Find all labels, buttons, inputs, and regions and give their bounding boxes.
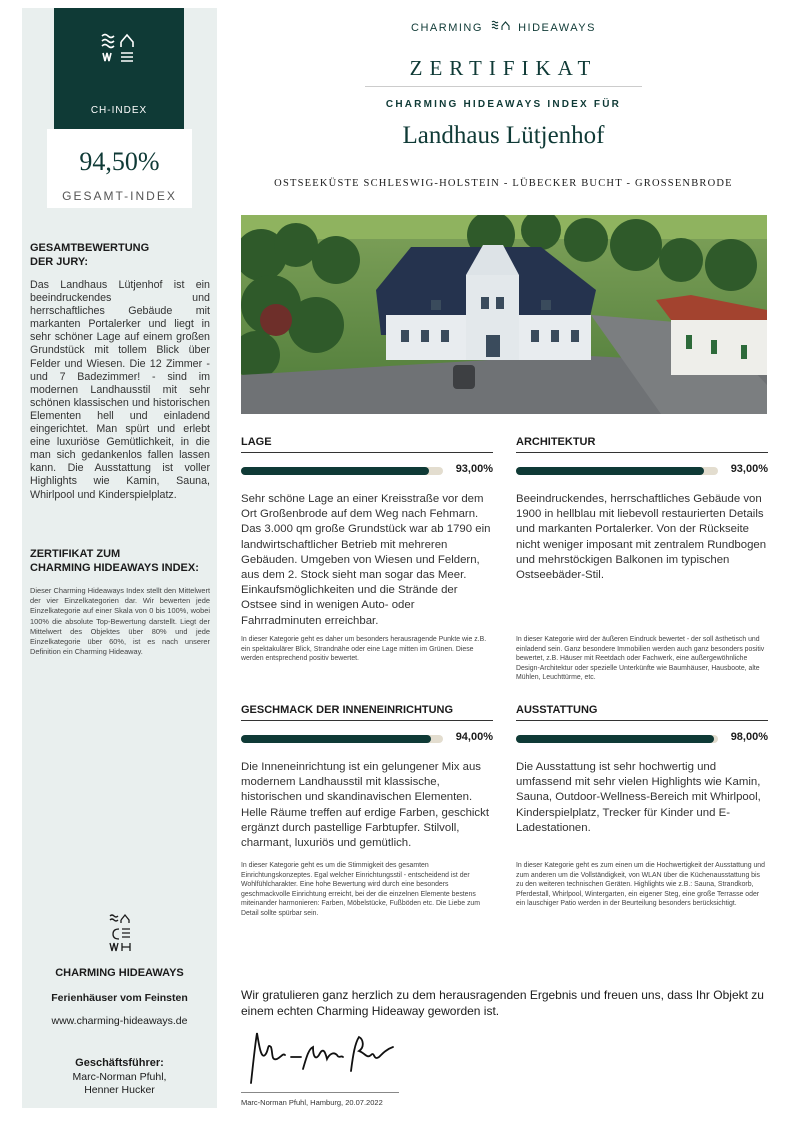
category-text: Die Inneneinrichtung ist ein gelungener Mix aus modernem Landhausstil mit klassische, historischen und skandinavischen Elementen. Helle Räume treffen auf erdige Farben, geschickt ergänzt durch pastellige Farbtupfer. Stilvoll, charmant, luxuriös und gemütlich. (241, 761, 489, 850)
brand-left: CHARMING (411, 22, 483, 34)
index-heading-line-2: CHARMING HIDEAWAYS INDEX: (30, 562, 199, 574)
category-text: Beeindruckendes, herrschaftliches Gebäude von 1900 in hellblau mit liebevoll restaurierten Details und markanten Portalerker. Von der Rückseite nicht weniger imposant mit zentralem Rundbogen und mehrstöckigen Balkonen im typischen Ostseebäder-Stil. (516, 493, 767, 582)
jury-heading (30, 241, 149, 269)
brand-right: HIDEAWAYS (518, 22, 596, 34)
category-score-row (241, 459, 493, 483)
property-photo (241, 215, 767, 414)
category-score: 98,00% (730, 731, 768, 743)
total-score: 94,50% (79, 147, 160, 176)
score-bar-track (241, 467, 443, 475)
index-heading (30, 547, 199, 575)
ch-index-label: CH-INDEX (90, 105, 148, 116)
category-score: 93,00% (730, 463, 768, 475)
category-score: 94,00% (455, 731, 493, 743)
ch-index-logo-box (54, 8, 184, 129)
title-divider (365, 86, 642, 87)
total-score-label: GESAMT-INDEX (62, 189, 177, 203)
category-interior (241, 704, 493, 851)
score-bar-fill (516, 735, 714, 743)
category-note: In dieser Kategorie geht es um die Stimmigkeit des gesamten Einrichtungskonzeptes. Egal welcher Einrichtungsstil - entscheidend ist der Wohlfühlcharakter. Eine hohe Bewertung wird durch eine besonders geschmackvolle Einrichtung erreicht, bei der die einzelnen Elemente bestens miteinander harmonieren: Farben, Möbelstücke, Fußböden etc. Die Liebe zum Detail sollte spürbar sein. (241, 862, 480, 917)
certificate-subtitle: CHARMING HIDEAWAYS INDEX FÜR (385, 99, 622, 110)
certificate-title: ZERTIFIKAT (409, 56, 598, 80)
category-title: GESCHMACK DER INNENEINRICHTUNG (241, 704, 493, 721)
footer-brand: CHARMING HIDEAWAYS (55, 967, 184, 979)
score-bar-track (516, 467, 718, 475)
category-location (241, 436, 493, 629)
footer-logo-icon (22, 912, 217, 959)
index-explanation: Dieser Charming Hideaways Index stellt den Mittelwert der vier Einzelkategorien dar. Wir bewerten jede Einzelkategorie auf einer Skala von 0 bis 100%, wobei 100% die absolute Top-Bewertung darstellt. Liegt der Mittelwert des Objektes über 80% und jede Einzelkategorie über 60%, ist es nach unserer Definition ein Charming Hideaway. (30, 586, 210, 657)
jury-heading-line-1: GESAMTBEWERTUNG (30, 242, 150, 254)
footer-url[interactable]: www.charming-hideaways.de (51, 1015, 188, 1027)
footer-tagline: Ferienhäuser vom Feinsten (51, 992, 188, 1004)
category-architecture (516, 436, 768, 583)
category-note: In dieser Kategorie geht es zum einen um die Hochwertigkeit der Ausstattung und zum anderen um die Vollständigkeit, von WLAN über die Küchenausstattung bis zu den weiteren technischen Geräten. Highlights wie z.B.: Sauna, Strandkorb, Pferdestall, Whirlpool, Wintergarten, ein eigener Steg, eine große Terrasse oder ein lauschiger Patio werden in der Beurteilung besonders berücksichtigt. (516, 862, 765, 908)
ceo-name-1: Marc-Norman Pfuhl, (72, 1071, 167, 1083)
score-box (47, 129, 192, 208)
score-bar-fill (241, 735, 431, 743)
category-note: In dieser Kategorie geht es daher um besonders herausragende Punkte wie z.B. ein spektakulärer Blick, Strandnähe oder eine Lage mitten im Grünen. Diese werden entsprechend positiv bewertet. (241, 636, 487, 663)
ch-logo-icon (54, 30, 184, 71)
score-bar-track (516, 735, 718, 743)
category-text: Die Ausstattung ist sehr hochwertig und umfassend mit sehr vielen Highlights wie Kamin, Sauna, Outdoor-Wellness-Bereich mit Whirlpool, Kinderspielplatz, Trecker für Kinder und E-Ladestationen. (516, 761, 761, 834)
index-heading-line-1: ZERTIFIKAT ZUM (30, 548, 121, 560)
score-bar-track (241, 735, 443, 743)
jury-heading-line-2: DER JURY: (30, 256, 89, 268)
ceo-name-2: Henner Hucker (84, 1084, 155, 1096)
signature-line (241, 1092, 399, 1093)
category-text: Sehr schöne Lage an einer Kreisstraße vor dem Ort Großenbrode auf dem Weg nach Fehmarn. Das 3.000 qm große Grundstück war ab 1790 ein landwirtschaftlicher Betrieb mit mehreren Gebäuden. Umgeben von Wiesen und Feldern, aus dem 2. Stock sieht man sogar das Meer. Einkaufsmöglichkeiten und die Strände der Ostsee sind in wenigen Auto- oder Fahrradminuten erreichbar. (241, 493, 491, 627)
category-score: 93,00% (455, 463, 493, 475)
jury-text: Das Landhaus Lütjenhof ist ein beeindruckendes und herrschaftliches Gebäude mit markanten Portalerker und liegt in sehr schöner Lage auf einem großen Grundstück mit tollem Blick über Felder und Wiesen. Die 12 Zimmer - und 7 Badezimmer! - sind im modernen Landhausstil mit sehr schönen klassischen und historischen Elementen hell und einladend eingerichtet. Man spürt und erlebt eine luxuriöse Gemütlichkeit, in die man sich gedankenlos fallen lassen kann. Die Ausstattung ist voller Highlights wie Kamin, Sauna, Whirlpool und Kinderspielplatz. (30, 279, 210, 501)
brand-header (240, 20, 767, 34)
score-bar-fill (241, 467, 429, 475)
category-score-row (516, 727, 768, 751)
property-name: Landhaus Lütjenhof (402, 122, 605, 149)
property-location: OSTSEEKÜSTE SCHLESWIG-HOLSTEIN - LÜBECKER BUCHT - GROSSENBRODE (274, 178, 733, 189)
category-title: LAGE (241, 436, 493, 453)
congratulations-text: Wir gratulieren ganz herzlich zu dem herausragenden Ergebnis und freuen uns, dass Ihr Objekt zu einem echten Charming Hideaway geworden ist. (241, 988, 764, 1018)
category-title: AUSSTATTUNG (516, 704, 768, 721)
handwritten-signature (243, 1025, 403, 1089)
category-score-row (516, 459, 768, 483)
category-note: In dieser Kategorie wird der äußeren Eindruck bewertet - der soll ästhetisch und einladend sein. Ganz besondere Immobilien werden auch ganz besonders positiv bewertet, z.B. Häuser mit Reetdach oder Fachwerk, eine außergewöhnliche Design-Architektur oder spezielle Unterkünfte wie Baumhäuser, Hausboote, alte Mühlen, Leuchttürme, etc. (516, 636, 765, 682)
score-bar-fill (516, 467, 704, 475)
category-title: ARCHITEKTUR (516, 436, 768, 453)
brand-logo-icon (491, 22, 516, 34)
ceo-label: Geschäftsführer: (75, 1057, 164, 1069)
signature-caption: Marc-Norman Pfuhl, Hamburg, 20.07.2022 (241, 1098, 383, 1107)
category-score-row (241, 727, 493, 751)
category-equipment (516, 704, 768, 836)
